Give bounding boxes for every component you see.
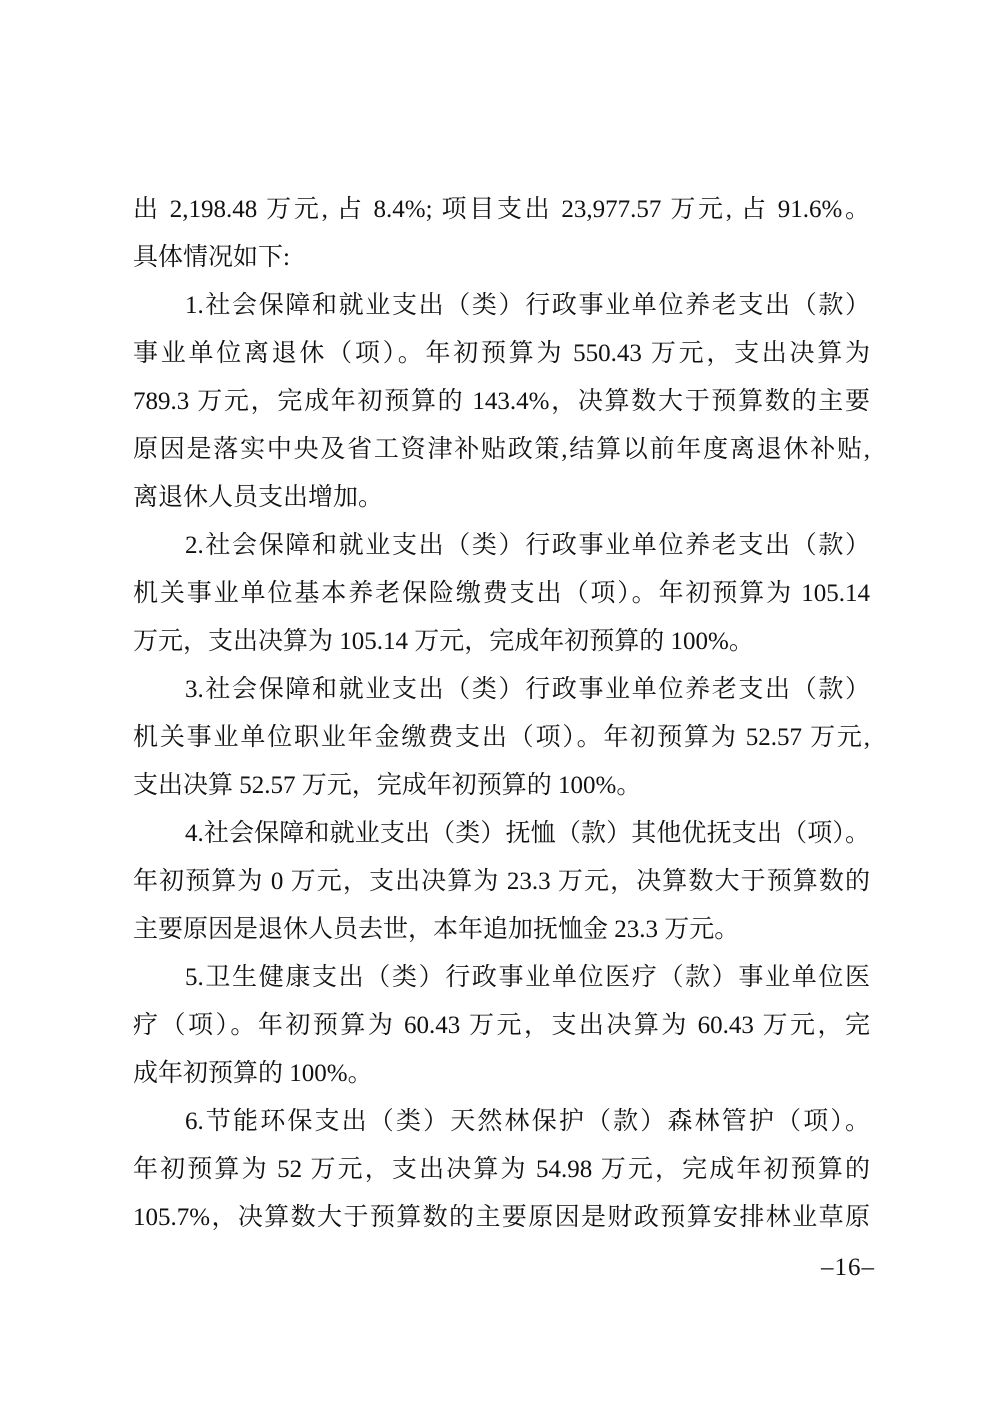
text-line: 原因是落实中央及省工资津补贴政策,结算以前年度离退休补贴, — [133, 436, 870, 463]
text-line: 出 2,198.48 万元, 占 8.4%; 项目支出 23,977.57 万元, 占 91.6%。 — [133, 196, 870, 223]
text-line: 1.社会保障和就业支出（类）行政事业单位养老支出（款） — [185, 292, 870, 319]
text-line: 6.节能环保支出（类）天然林保护（款）森林管护（项）。 — [185, 1108, 870, 1135]
text-line: 支出决算 52.57 万元，完成年初预算的 100%。 — [133, 772, 642, 799]
text-line: 4.社会保障和就业支出（类）抚恤（款）其他优抚支出（项）。 — [185, 820, 870, 847]
text-line: 789.3 万元，完成年初预算的 143.4%，决算数大于预算数的主要 — [133, 388, 870, 415]
document-body — [133, 186, 870, 1242]
text-line: 年初预算为 0 万元，支出决算为 23.3 万元，决算数大于预算数的 — [133, 868, 870, 895]
page-number: –16– — [821, 1254, 875, 1281]
text-line: 事业单位离退休（项）。年初预算为 550.43 万元，支出决算为 — [133, 340, 870, 367]
text-line: 机关事业单位职业年金缴费支出（项）。年初预算为 52.57 万元, — [133, 724, 870, 751]
text-line: 万元，支出决算为 105.14 万元，完成年初预算的 100%。 — [133, 628, 754, 655]
text-line: 年初预算为 52 万元，支出决算为 54.98 万元，完成年初预算的 — [133, 1156, 870, 1183]
text-line: 5.卫生健康支出（类）行政事业单位医疗（款）事业单位医 — [185, 964, 870, 991]
text-line: 105.7%，决算数大于预算数的主要原因是财政预算安排林业草原 — [133, 1204, 870, 1231]
text-line: 具体情况如下: — [133, 244, 290, 271]
text-line: 3.社会保障和就业支出（类）行政事业单位养老支出（款） — [185, 676, 870, 703]
text-line: 成年初预算的 100%。 — [133, 1060, 373, 1087]
text-line: 主要原因是退休人员去世，本年追加抚恤金 23.3 万元。 — [133, 916, 740, 943]
text-line: 机关事业单位基本养老保险缴费支出（项）。年初预算为 105.14 — [133, 580, 870, 607]
text-line: 离退休人员支出增加。 — [133, 484, 384, 511]
text-line: 2.社会保障和就业支出（类）行政事业单位养老支出（款） — [185, 532, 870, 559]
text-line: 疗（项）。年初预算为 60.43 万元，支出决算为 60.43 万元，完 — [133, 1012, 870, 1039]
